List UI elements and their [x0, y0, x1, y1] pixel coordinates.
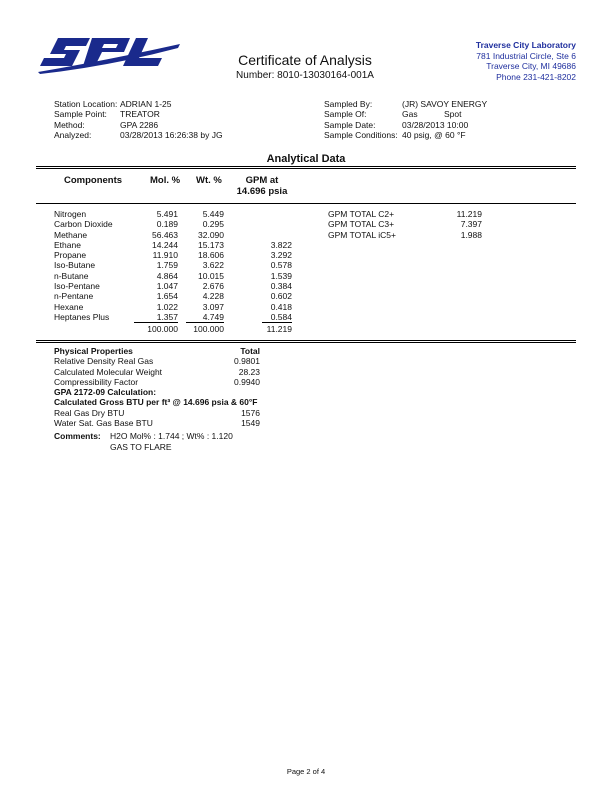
mol-value: 1.759 — [156, 260, 178, 271]
lab-address-line2: Traverse City, MI 49686 — [486, 61, 576, 71]
physical-heading: Physical Properties — [54, 346, 133, 356]
lab-address-line1: 781 Industrial Circle, Ste 6 — [476, 50, 576, 61]
lab-name: Traverse City Laboratory — [475, 40, 576, 50]
table-row — [54, 240, 292, 250]
gpm-value: 0.384 — [270, 281, 292, 292]
component-name: Hexane — [54, 301, 84, 312]
gpm-value: 0.418 — [270, 301, 292, 312]
meta-label: Method: — [54, 119, 85, 130]
btu-value: 1549 — [241, 418, 260, 429]
mol-value: 14.244 — [152, 239, 178, 250]
col-header-gpm-line1: GPM at — [245, 175, 279, 186]
physical-properties — [54, 346, 314, 452]
certificate-number: Number: 8010-13030164-001A — [236, 70, 374, 81]
meta-value: (JR) SAVOY ENERGY — [402, 99, 488, 109]
spl-logo-mark — [38, 36, 180, 74]
btu-heading: Calculated Gross BTU per ft³ @ 14.696 psia & 60°F — [54, 397, 258, 408]
meta-value: GPA 2286 — [120, 119, 159, 130]
meta-value-secondary: Spot — [444, 109, 462, 120]
gpm-total-value: 1.988 — [460, 229, 482, 240]
gpm-value: 0.602 — [270, 291, 292, 302]
certificate-title: Certificate of Analysis — [238, 52, 372, 68]
meta-label: Sample Of: — [324, 109, 367, 120]
lab-address-block — [476, 40, 576, 82]
section-title: Analytical Data — [266, 153, 346, 165]
gpm-total-value: 11.219 — [456, 209, 482, 219]
spl-logo — [38, 36, 180, 74]
table-row — [54, 230, 292, 240]
physical-value: 28.23 — [238, 366, 260, 377]
gpm-total-label: GPM TOTAL iC5+ — [328, 229, 396, 240]
wt-value: 4.228 — [202, 291, 224, 302]
gpm-value: 3.822 — [270, 239, 292, 250]
col-header-components: Components — [64, 175, 123, 186]
gpm-value — [224, 209, 292, 219]
btu-value: 1576 — [241, 407, 260, 418]
physical-header-row — [54, 346, 314, 356]
meta-value: 40 psig, @ 60 °F — [402, 129, 466, 140]
sample-meta-right — [324, 99, 487, 140]
component-name: Carbon Dioxide — [54, 219, 113, 230]
wt-value: 2.676 — [202, 281, 224, 292]
mol-value: 0.189 — [156, 219, 178, 230]
physical-value: 0.9801 — [234, 356, 260, 367]
meta-label: Station Location: — [54, 99, 118, 109]
wt-value: 3.622 — [202, 260, 224, 271]
component-name: Iso-Pentane — [54, 281, 100, 292]
wt-value: 3.097 — [202, 301, 224, 312]
wt-value: 5.449 — [202, 209, 224, 219]
component-name: Methane — [54, 229, 88, 240]
meta-value: 03/28/2013 16:26:38 by JG — [120, 129, 223, 140]
wt-value: 10.015 — [198, 270, 224, 281]
col-header-gpm — [232, 175, 292, 197]
table-row — [54, 271, 292, 281]
physical-label: Compressibility Factor — [54, 376, 139, 387]
physical-row — [54, 356, 314, 366]
physical-row — [54, 367, 314, 377]
gpm-value: 0.578 — [270, 260, 292, 271]
physical-label: Relative Density Real Gas — [54, 356, 154, 367]
table-row — [54, 302, 292, 312]
gpm-total: 11.219 — [266, 324, 292, 335]
gpa-calc-heading: GPA 2172-09 Calculation: — [54, 387, 157, 398]
gpm-value — [224, 219, 292, 229]
page-number: Page 2 of 4 — [286, 767, 326, 776]
table-row — [54, 250, 292, 260]
wt-value: 32.090 — [198, 229, 224, 240]
gpm-total-row — [328, 219, 482, 229]
physical-label: Calculated Molecular Weight — [54, 366, 163, 377]
gpm-total-label: GPM TOTAL C3+ — [328, 219, 395, 230]
component-name: n-Pentane — [54, 291, 94, 302]
btu-label: Water Sat. Gas Base BTU — [54, 418, 153, 429]
meta-value: ADRIAN 1-25 — [120, 99, 172, 109]
table-row — [54, 260, 292, 270]
meta-label: Sampled By: — [324, 99, 373, 109]
gpm-value — [224, 230, 292, 240]
col-header-wt: Wt. % — [196, 175, 222, 186]
mol-value: 1.357 — [134, 312, 178, 323]
mol-value: 1.047 — [156, 281, 178, 292]
physical-row — [54, 377, 314, 387]
col-header-gpm-line2: 14.696 psia — [236, 186, 288, 197]
physical-total-heading: Total — [240, 346, 260, 356]
wt-total: 100.000 — [193, 324, 224, 335]
wt-value: 0.295 — [202, 219, 224, 230]
meta-value: TREATOR — [120, 109, 160, 120]
mol-value: 11.910 — [152, 250, 178, 261]
mol-value: 1.022 — [156, 301, 178, 312]
component-name: Propane — [54, 250, 87, 261]
divider — [36, 168, 576, 169]
physical-value: 0.9940 — [234, 376, 260, 387]
component-name: Nitrogen — [54, 209, 87, 219]
divider — [36, 340, 576, 341]
divider — [36, 342, 576, 343]
gpm-total-row — [328, 209, 482, 219]
comments-row — [54, 431, 314, 452]
mol-value: 4.864 — [156, 270, 178, 281]
table-row — [54, 281, 292, 291]
meta-label: Sample Conditions: — [324, 129, 398, 140]
meta-value: 03/28/2013 10:00 — [402, 119, 469, 130]
gpm-total-label: GPM TOTAL C2+ — [328, 209, 395, 219]
gpm-totals — [328, 209, 482, 240]
component-name: n-Butane — [54, 270, 89, 281]
table-row — [54, 219, 292, 229]
gpm-value: 0.584 — [262, 312, 292, 323]
table-row — [54, 291, 292, 301]
wt-value: 15.173 — [198, 239, 224, 250]
totals-row — [54, 324, 292, 334]
table-row — [54, 312, 292, 323]
comments-line2: GAS TO FLARE — [110, 441, 172, 452]
table-row — [54, 209, 292, 219]
component-name: Ethane — [54, 239, 81, 250]
wt-value: 4.749 — [186, 312, 224, 323]
comments-text — [110, 431, 233, 452]
gpm-value: 3.292 — [270, 250, 292, 261]
comments-line1: H2O Mol% : 1.744 ; Wt% : 1.120 — [110, 431, 233, 442]
comments-label: Comments: — [54, 431, 101, 442]
mol-value: 1.654 — [156, 291, 178, 302]
meta-label: Sample Point: — [54, 109, 107, 120]
gpm-value: 1.539 — [270, 270, 292, 281]
meta-label: Analyzed: — [54, 129, 92, 140]
btu-row — [54, 418, 314, 428]
btu-label: Real Gas Dry BTU — [54, 407, 125, 418]
meta-value: Gas — [402, 109, 418, 120]
components-table — [54, 209, 292, 335]
btu-row — [54, 408, 314, 418]
gpm-total-value: 7.397 — [460, 219, 482, 230]
mol-value: 5.491 — [156, 209, 178, 219]
meta-label: Sample Date: — [324, 119, 376, 130]
mol-value: 56.463 — [152, 229, 178, 240]
mol-total: 100.000 — [147, 324, 178, 335]
wt-value: 18.606 — [198, 250, 224, 261]
lab-phone: Phone 231-421-8202 — [496, 71, 576, 82]
divider — [36, 203, 576, 204]
sample-meta-left — [54, 99, 223, 140]
divider — [36, 166, 576, 167]
component-name: Heptanes Plus — [54, 311, 110, 322]
component-name: Iso-Butane — [54, 260, 96, 271]
col-header-mol: Mol. % — [150, 175, 181, 186]
gpm-total-row — [328, 230, 482, 240]
